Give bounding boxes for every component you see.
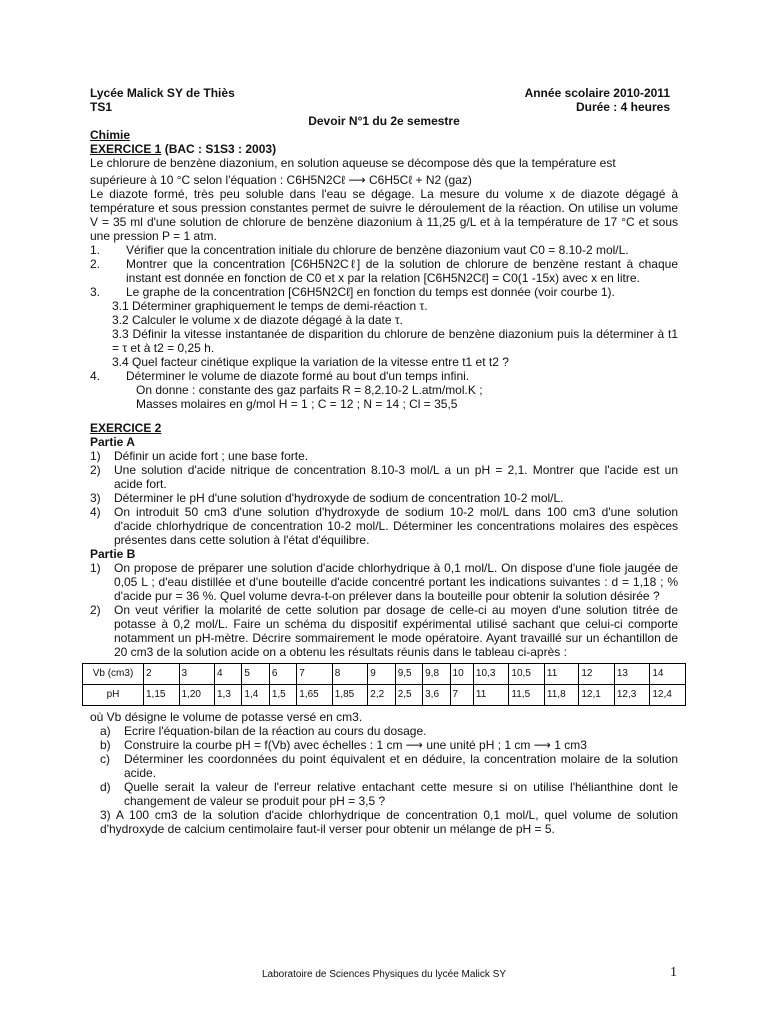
- ex1-intro-2: supérieure à 10 °C selon l'équation : C6H5N2Cℓ ⟶ C6H5Cℓ + N2 (gaz): [90, 173, 472, 187]
- table-cell-ph: 2,2: [368, 685, 395, 706]
- table-row-ph: [83, 685, 686, 706]
- ex1-q3: 3. Le graphe de la concentration [C6H5N2Cℓ] en fonction du temps est donnée (voir courbe 1).: [90, 285, 678, 299]
- table-cell-vb: 8: [332, 664, 368, 685]
- header-row-1: [90, 86, 678, 100]
- table-cell-ph: 11: [473, 685, 509, 706]
- table-cell-vb: 13: [614, 664, 650, 685]
- table-cell-ph: 1,15: [144, 685, 180, 706]
- table-cell-ph: 1,3: [215, 685, 242, 706]
- ex1-q33: 3.3 Définir la vitesse instantanée de disparition du chlorure de benzène diazonium puis la déterminer à t1 = τ et à t2 = 0,25 h.: [112, 327, 678, 355]
- ex1-ref: (BAC : S1S3 : 2003): [164, 142, 277, 156]
- school-name: Lycée Malick SY de Thiès: [90, 86, 235, 100]
- table-cell-vb: 4: [215, 664, 242, 685]
- ex1-q32: 3.2 Calculer le volume x de diazote dégagé à la date τ.: [112, 313, 403, 327]
- table-cell-vb: 6: [269, 664, 296, 685]
- table-header-ph: pH: [83, 685, 144, 706]
- table-cell-ph: 12,4: [650, 685, 686, 706]
- school-year: Année scolaire 2010-2011: [524, 86, 670, 100]
- ex1-q2-text: Montrer que la concentration [C6H5N2Cℓ] de la solution de chlorure de benzène restant à chaque instant est donnée en fonction de C0 et x par la relation [C6H5N2Cℓ] = C0(1 -15x) avec x en litre.: [126, 257, 678, 285]
- table-cell-vb: 9,8: [423, 664, 450, 685]
- ex2-part-b: Partie B: [90, 547, 136, 561]
- table-cell-ph: 12,1: [579, 685, 615, 706]
- ex2-a3-text: Déterminer le pH d'une solution d'hydroxyde de sodium de concentration 10-2 mol/L.: [114, 491, 564, 505]
- ex2-ba-text: Ecrire l'équation-bilan de la réaction au cours du dosage.: [124, 724, 427, 738]
- table-row-vb: [83, 664, 686, 685]
- ex1-title-line: [90, 142, 678, 156]
- ex2-a2-text: Une solution d'acide nitrique de concentration 8.10-3 mol/L a un pH = 2,1. Montrer que l'acide est un acide fort.: [114, 463, 678, 491]
- table-cell-ph: 1,5: [269, 685, 296, 706]
- ex2-a1: 1) Définir un acide fort ; une base forte.: [90, 449, 678, 463]
- ex2-b2-text: On veut vérifier la molarité de cette solution par dosage de celle-ci au moyen d'une solution titrée de potasse à 0,2 mol/L. Faire un schéma du dispositif expérimental utilisé sachant que celui-ci comporte notamment un pH-mètre. Décrire sommairement le mode opératoire. Ayant travaillé sur un échantillon de 20 cm3 de la solution acide on a obtenu les résultats réunis dans le tableau ci-après :: [114, 603, 678, 659]
- table-cell-ph: 11,8: [544, 685, 578, 706]
- table-cell-ph: 1,65: [297, 685, 333, 706]
- table-cell-ph: 1,20: [179, 685, 215, 706]
- ex2-bc-text: Déterminer les coordonnées du point équivalent et en déduire, la concentration molaire de la solution acide.: [124, 752, 678, 780]
- class-name: TS1: [90, 100, 113, 114]
- ex2-b3: 3) A 100 cm3 de la solution d'acide chlorhydrique de concentration 0,1 mol/L, quel volume de solution d'hydroxyde de calcium centimolaire faut-il verser pour obtenir un mélange de pH = 5.: [100, 808, 678, 836]
- ex2-title: EXERCICE 2: [90, 421, 162, 435]
- ex1-q31: 3.1 Déterminer graphiquement le temps de demi-réaction τ.: [112, 299, 428, 313]
- table-cell-ph: 11,5: [509, 685, 545, 706]
- table-cell-vb: 10,3: [473, 664, 509, 685]
- ex2-a4: 4) On introduit 50 cm3 d'une solution d'hydroxyde de sodium 10-2 mol/L dans 100 cm3 d'une solution d'acide chlorhydrique de concentration 10-2 mol/L. Déterminer les concentrations molaires des espèces présentes dans cette solution à l'état d'équilibre.: [90, 505, 678, 547]
- ex1-q1-text: Vérifier que la concentration initiale du chlorure de benzène diazonium vaut C0 = 8.10-2 mol/L.: [126, 243, 629, 257]
- table-cell-vb: 10,5: [509, 664, 545, 685]
- table-cell-vb: 5: [242, 664, 269, 685]
- page-number: 1: [670, 965, 677, 980]
- table-cell-vb: 9: [368, 664, 395, 685]
- ex2-b1-text: On propose de préparer une solution d'acide chlorhydrique à 0,1 mol/L. On dispose d'une fiole jaugée de 0,05 L ; d'eau distillée et d'une bouteille d'acide concentré portant les indications suivantes : d = 1,18 ; % d'acide pur = 36 %. Quel volume devra-t-on prélever dans la bouteille pour obtenir la solution désirée ?: [114, 561, 678, 603]
- ex2-bb-text: Construire la courbe pH = f(Vb) avec échelles : 1 cm ⟶ une unité pH ; 1 cm ⟶ 1 cm3: [124, 738, 587, 752]
- footer: Laboratoire de Sciences Physiques du lycée Malick SY: [261, 969, 507, 980]
- table-cell-ph: 1,85: [332, 685, 368, 706]
- page-title: Devoir N°1 du 2e semestre: [308, 114, 460, 128]
- ex1-given-2: Masses molaires en g/mol H = 1 ; C = 12 ; N = 14 ; Cl = 35,5: [136, 397, 458, 411]
- table-cell-vb: 10: [450, 664, 473, 685]
- section-title: Chimie: [90, 128, 131, 142]
- ex2-ba: a) Ecrire l'équation-bilan de la réaction au cours du dosage.: [90, 724, 678, 738]
- ex1-q1: 1. Vérifier que la concentration initiale du chlorure de benzène diazonium vaut C0 = 8.10-2 mol/L.: [90, 243, 678, 257]
- ex2-part-a: Partie A: [90, 435, 135, 449]
- table-cell-ph: 12,3: [614, 685, 650, 706]
- ex2-bb: b) Construire la courbe pH = f(Vb) avec échelles : 1 cm ⟶ une unité pH ; 1 cm ⟶ 1 cm3: [90, 738, 678, 752]
- table-cell-vb: 3: [179, 664, 215, 685]
- table-cell-vb: 2: [144, 664, 180, 685]
- ex1-q34: 3.4 Quel facteur cinétique explique la variation de la vitesse entre t1 et t2 ?: [112, 355, 509, 369]
- ex2-b2: 2) On veut vérifier la molarité de cette solution par dosage de celle-ci au moyen d'une solution titrée de potasse à 0,2 mol/L. Faire un schéma du dispositif expérimental utilisé sachant que celui-ci comporte notamment un pH-mètre. Décrire sommairement le mode opératoire. Ayant travaillé sur un échantillon de 20 cm3 de la solution acide on a obtenu les résultats réunis dans le tableau ci-après :: [90, 603, 678, 659]
- table-cell-ph: 1,4: [242, 685, 269, 706]
- ex1-given-1: On donne : constante des gaz parfaits R = 8,2.10-2 L.atm/mol.K ;: [136, 383, 483, 397]
- table-cell-vb: 14: [650, 664, 686, 685]
- ex1-q3-text: Le graphe de la concentration [C6H5N2Cℓ] en fonction du temps est donnée (voir courbe 1).: [126, 285, 615, 299]
- table-cell-vb: 12: [579, 664, 615, 685]
- ex1-title: EXERCICE 1: [90, 142, 162, 156]
- after-table-text: où Vb désigne le volume de potasse versé en cm3.: [90, 710, 363, 724]
- ex2-bd: d) Quelle serait la valeur de l'erreur relative entachant cette mesure si on utilise l'hélianthine dont le changement de valeur se produit pour pH = 3,5 ?: [100, 780, 678, 808]
- ex2-b1: 1) On propose de préparer une solution d'acide chlorhydrique à 0,1 mol/L. On dispose d'une fiole jaugée de 0,05 L ; d'eau distillée et d'une bouteille d'acide concentré portant les indications suivantes : d = 1,18 ; % d'acide pur = 36 %. Quel volume devra-t-on prélever dans la bouteille pour obtenir la solution désirée ?: [90, 561, 678, 603]
- header-row-2: [90, 100, 678, 114]
- duration: Durée : 4 heures: [575, 100, 670, 114]
- table-cell-ph: 3,6: [423, 685, 450, 706]
- table-cell-ph: 7: [450, 685, 473, 706]
- ex2-a1-text: Définir un acide fort ; une base forte.: [114, 449, 309, 463]
- ex2-a4-text: On introduit 50 cm3 d'une solution d'hydroxyde de sodium 10-2 mol/L dans 100 cm3 d'une solution d'acide chlorhydrique de concentration 10-2 mol/L. Déterminer les concentrations molaires des espèces présentes dans cette solution à l'état d'équilibre.: [114, 505, 678, 547]
- ex1-intro-3: Le diazote formé, très peu soluble dans l'eau se dégage. La mesure du volume x de diazote dégagé à température et sous pression constantes permet de suivre le déroulement de la réaction. On utilise un volume V = 35 ml d'une solution de chlorure de benzène diazonium à 11,25 g/L et à la température de 17 °C et sous une pression P = 1 atm.: [90, 187, 678, 243]
- table-header-vb: Vb (cm3): [83, 664, 144, 685]
- ex2-bc: c) Déterminer les coordonnées du point équivalent et en déduire, la concentration molaire de la solution acide.: [100, 752, 678, 780]
- table-cell-ph: 2,5: [395, 685, 422, 706]
- ex1-q4-text: Déterminer le volume de diazote formé au bout d'un temps infini.: [126, 369, 470, 383]
- ex2-a2: 2) Une solution d'acide nitrique de concentration 8.10-3 mol/L a un pH = 2,1. Montrer que l'acide est un acide fort.: [90, 463, 678, 491]
- table-cell-vb: 9,5: [395, 664, 422, 685]
- ex1-q2: 2. Montrer que la concentration [C6H5N2Cℓ] de la solution de chlorure de benzène restant à chaque instant est donnée en fonction de C0 et x par la relation [C6H5N2Cℓ] = C0(1 -15x) avec x en litre.: [90, 257, 678, 285]
- ex1-intro-1: Le chlorure de benzène diazonium, en solution aqueuse se décompose dès que la température est: [90, 156, 616, 170]
- table-cell-vb: 7: [297, 664, 333, 685]
- ex2-a3: 3) Déterminer le pH d'une solution d'hydroxyde de sodium de concentration 10-2 mol/L.: [90, 491, 678, 505]
- titration-table: [82, 663, 686, 706]
- exam-page: [90, 86, 678, 836]
- table-cell-vb: 11: [544, 664, 578, 685]
- ex2-bd-text: Quelle serait la valeur de l'erreur relative entachant cette mesure si on utilise l'hélianthine dont le changement de valeur se produit pour pH = 3,5 ?: [124, 780, 678, 808]
- ex1-q4: 4. Déterminer le volume de diazote formé au bout d'un temps infini.: [90, 369, 678, 383]
